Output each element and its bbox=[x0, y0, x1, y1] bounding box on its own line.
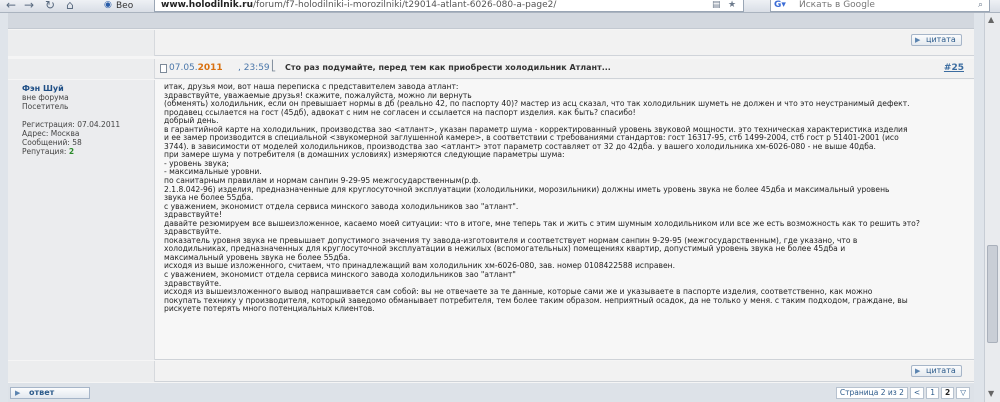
scroll-down-icon[interactable]: ▼ bbox=[988, 389, 995, 398]
quote-button[interactable]: ▶ цитата bbox=[911, 365, 962, 377]
author-reputation: Репутация: 2 bbox=[22, 147, 75, 156]
quote-arrow-icon: ▶ bbox=[915, 36, 921, 44]
author-messages: Сообщений: 58 bbox=[22, 138, 82, 147]
forum-thread bbox=[8, 13, 974, 402]
pagination bbox=[836, 387, 970, 399]
quote-arrow-icon: ▶ bbox=[915, 367, 921, 375]
author-info bbox=[8, 80, 155, 360]
thread-top-strip bbox=[8, 13, 974, 29]
page-menu-icon[interactable]: ▽ bbox=[956, 387, 970, 399]
previous-post-footer bbox=[8, 30, 974, 56]
author-name[interactable]: Фэн Шуй bbox=[22, 84, 64, 93]
post-message-text: итак, друзья мои, вот наша переписка с представителем завода атлант: здравствуйте, уважаемые друзья! скажите, пожалуйста, можно ли вернуть (обменять) холодильник, если он превышает нормы в дб (реально 42, по паспорту 40)? мастер из асц сказал, что так холодильник шуметь не должен и что это неустранимый дефект. продавец ссылается на гост (45дб), адвокат с ним не согласен и ссылается на паспорт изделия. как быть? спасибо! добрый день. в гарантийной карте на холодильник, производства зао <атлант>, указан параметр шума - корректированный уровень звуковой мощности. это техническая характеристика изделия и ее замер производится в специальной <звукомерной заглушенной камере>, в соответствии с требованиями стандартов: гост 16317-95, стб 1499-2004, стб гост р 51401-2001 (исо 3744). в зависимости от моделей холодильников, производства зао <атлант> этот параметр составляет от 32 до 42дба. у вашего холодильника хм-6026-080 - не выше 40дба. при замере шума у потребителя (в домашних условиях) измеряются следующие параметры шума: - уровень звука; - максимальные уровни. по санитарным правилам и нормам санпин 9-29-95 межгосударственным(р.ф. 2.1.8.042-96) изделия, предназначенные для круглосуточной эксплуатации (холодильники, морозильники) должны иметь уровень звука не более 45дба и максимальный уровень звука не более 55дба. с уважением, экономист отдела сервиса минского завода холодильников зао "атлант". здравствуйте! давайте резюмируем все вышеизложенное, касаемо моей ситуации: что в итоге, мне теперь так и жить с этим шумным холодильником или все же есть возможность как то решить это? здравствуйте. показатель уровня звука не превышает допустимого значения ту завода-изготовителя и соответствует нормам санпин 9-29-95 (межгосударственным), где указано, что в холодильниках, предназначенных для круглосуточной эксплуатации в нежилых (вспомогательных) помещениях квартир, допустимый уровень звука не более 45дба и максимальный уровень звука не более 55дба. исходя из выше изложенного, считаем, что принадлежащий вам холодильник хм-6026-080, зав. номер 0108422588 исправен. с уважением, экономист отдела сервиса минского завода холодильников зао "атлант" здравствуйте. исходя из вышеизложенного вывод напрашивается сам собой: вы не отвечаете за те данные, которые сами же и указываете в паспорте изделия, соответственно, как можно покупать технику у производителя, который заведомо обманывает потребителя, тем более таким образом. неприятный осадок, да не только у меня. с таким подходом, граждане, вы рискуете потерять много потенциальных клиентов. bbox=[164, 82, 920, 314]
url-domain: www.holodilnik.ru bbox=[161, 0, 253, 10]
post-body bbox=[8, 80, 974, 360]
back-icon[interactable]: ← bbox=[6, 0, 17, 12]
scroll-thumb[interactable] bbox=[987, 245, 998, 343]
home-icon[interactable]: ⌂ bbox=[66, 0, 74, 12]
author-registration: Регистрация: 07.04.2011 bbox=[22, 120, 121, 129]
reply-arrow-icon: ▶ bbox=[15, 389, 21, 397]
page-prev-button[interactable]: < bbox=[910, 387, 924, 399]
google-icon: G▾ bbox=[774, 0, 786, 10]
page-info: Страница 2 из 2 bbox=[836, 387, 908, 399]
search-icon[interactable]: ⌕ bbox=[978, 0, 984, 10]
reply-row bbox=[8, 383, 974, 402]
author-status: вне форума bbox=[22, 93, 69, 102]
scroll-up-icon[interactable]: ▲ bbox=[988, 15, 995, 24]
prev-quote-button[interactable]: ▶ цитата bbox=[911, 34, 962, 46]
rss-icon[interactable]: ▤ bbox=[712, 0, 721, 10]
reload-icon[interactable]: ↻ bbox=[45, 0, 56, 12]
post-title: Сто раз подумайте, перед тем как приобрести холодильник Атлант... bbox=[285, 63, 611, 72]
author-role: Посетитель bbox=[22, 102, 69, 111]
post-footer bbox=[8, 361, 974, 382]
page-scrollbar[interactable] bbox=[984, 13, 1000, 402]
browser-toolbar bbox=[0, 0, 1000, 13]
post-header bbox=[8, 59, 974, 79]
post-document-icon bbox=[160, 64, 167, 73]
site-icon: ◉ bbox=[104, 0, 112, 10]
bookmark-star-icon[interactable]: ★ bbox=[728, 0, 737, 10]
reply-button[interactable]: ▶ ответ bbox=[10, 387, 90, 399]
post-time: , 23:59 bbox=[238, 63, 270, 73]
search-input[interactable]: Искать в Google bbox=[770, 0, 990, 12]
post-number-link[interactable]: #25 bbox=[943, 63, 964, 73]
forward-icon[interactable]: → bbox=[24, 0, 35, 12]
post-title-icon: ⎣ bbox=[271, 61, 276, 72]
author-address: Адрес: Москва bbox=[22, 129, 80, 138]
page-current: 2 bbox=[941, 387, 954, 399]
page-link-1[interactable]: 1 bbox=[926, 387, 939, 399]
post-date: 07.05.2011 bbox=[169, 63, 223, 73]
tab-label[interactable]: Вео bbox=[116, 1, 134, 11]
address-bar[interactable] bbox=[154, 0, 744, 12]
url-path: /forum/f7-holodilniki-i-morozilniki/t29014-atlant-6026-080-a-page2/ bbox=[253, 0, 557, 10]
